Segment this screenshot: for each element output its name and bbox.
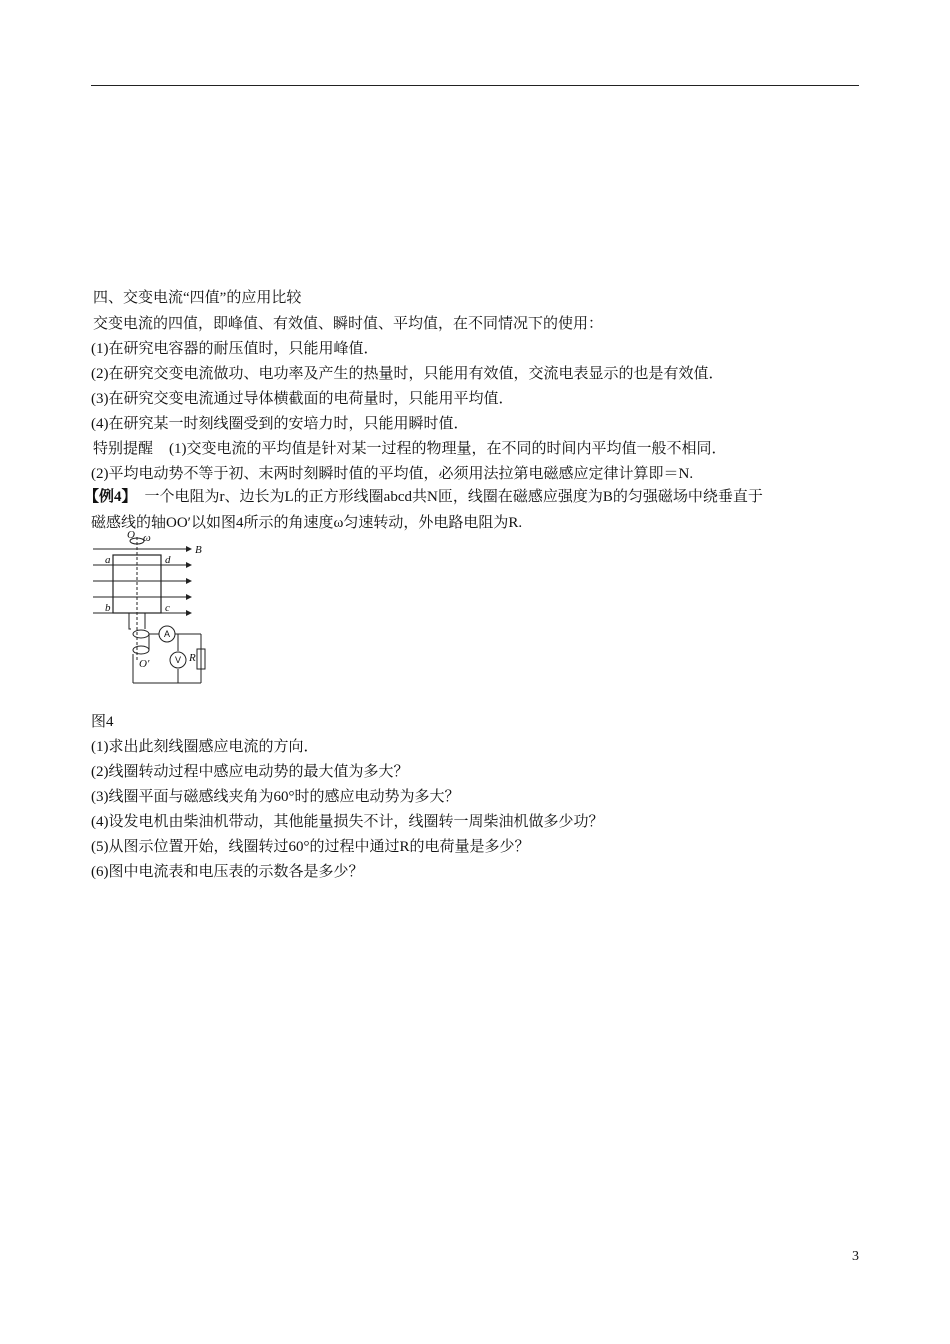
page-number: 3 (852, 1249, 859, 1264)
label-O: O (127, 531, 135, 541)
slip-ring-top (133, 630, 149, 638)
coil-circuit-figure (91, 531, 211, 691)
question-item: (1)求出此刻线圈感应电流的方向． (91, 739, 319, 755)
question-item: (3)线圈平面与磁感线夹角为60°时的感应电动势为多大？ (91, 789, 460, 805)
example-line-1 (84, 487, 763, 507)
example-tag: 【例4】 (84, 489, 137, 505)
figure-caption: 图4 (91, 714, 114, 730)
list-item: (2)在研究交变电流做功、电功率及产生的热量时，只能用有效值，交流电表显示的也是有效值． (91, 366, 724, 382)
label-a: a (105, 554, 111, 566)
label-B: B (195, 544, 202, 556)
section-intro: 交变电流的四值，即峰值、有效值、瞬时值、平均值，在不同情况下的使用： (93, 316, 604, 332)
leads (129, 613, 145, 629)
label-omega: ω (143, 532, 151, 544)
label-d: d (165, 554, 171, 566)
note-label: 特别提醒 (93, 441, 154, 457)
list-item: (3)在研究交变电流通过导体横截面的电荷量时，只能用平均值． (91, 391, 514, 407)
section-heading: 四、交变电流“四值”的应用比较 (93, 290, 302, 306)
label-A: A (163, 629, 171, 639)
special-note (93, 439, 727, 459)
label-c: c (165, 602, 170, 614)
question-item: (5)从图示位置开始，线圈转过60°的过程中通过R的电荷量是多少？ (91, 839, 530, 855)
special-note-2: (2)平均电动势不等于初、末两时刻瞬时值的平均值，必须用法拉第电磁感应定律计算即＝N. (91, 466, 694, 482)
label-b: b (105, 602, 111, 614)
example-text-1: 一个电阻为r、边长为L的正方形线圈abcd共N匝，线圈在磁感应强度为B的匀强磁场中绕垂直于 (144, 489, 763, 505)
note-text-1: (1)交变电流的平均值是针对某一过程的物理量，在不同的时间内平均值一般不相同． (169, 441, 727, 457)
question-item: (4)设发电机由柴油机带动，其他能量损失不计，线圈转一周柴油机做多少功？ (91, 814, 604, 830)
question-item: (2)线圈转动过程中感应电动势的最大值为多大？ (91, 764, 409, 780)
question-item: (6)图中电流表和电压表的示数各是多少？ (91, 864, 364, 880)
slip-ring-bottom (133, 646, 149, 654)
label-O-prime: O′ (139, 658, 150, 670)
label-V: V (174, 655, 182, 665)
list-item: (1)在研究电容器的耐压值时，只能用峰值． (91, 341, 379, 357)
example-line-2: 磁感线的轴OO′以如图4所示的角速度ω匀速转动，外电路电阻为R. (91, 515, 523, 531)
label-R: R (189, 652, 196, 664)
header-rule (91, 85, 859, 86)
list-item: (4)在研究某一时刻线圈受到的安培力时，只能用瞬时值． (91, 416, 469, 432)
